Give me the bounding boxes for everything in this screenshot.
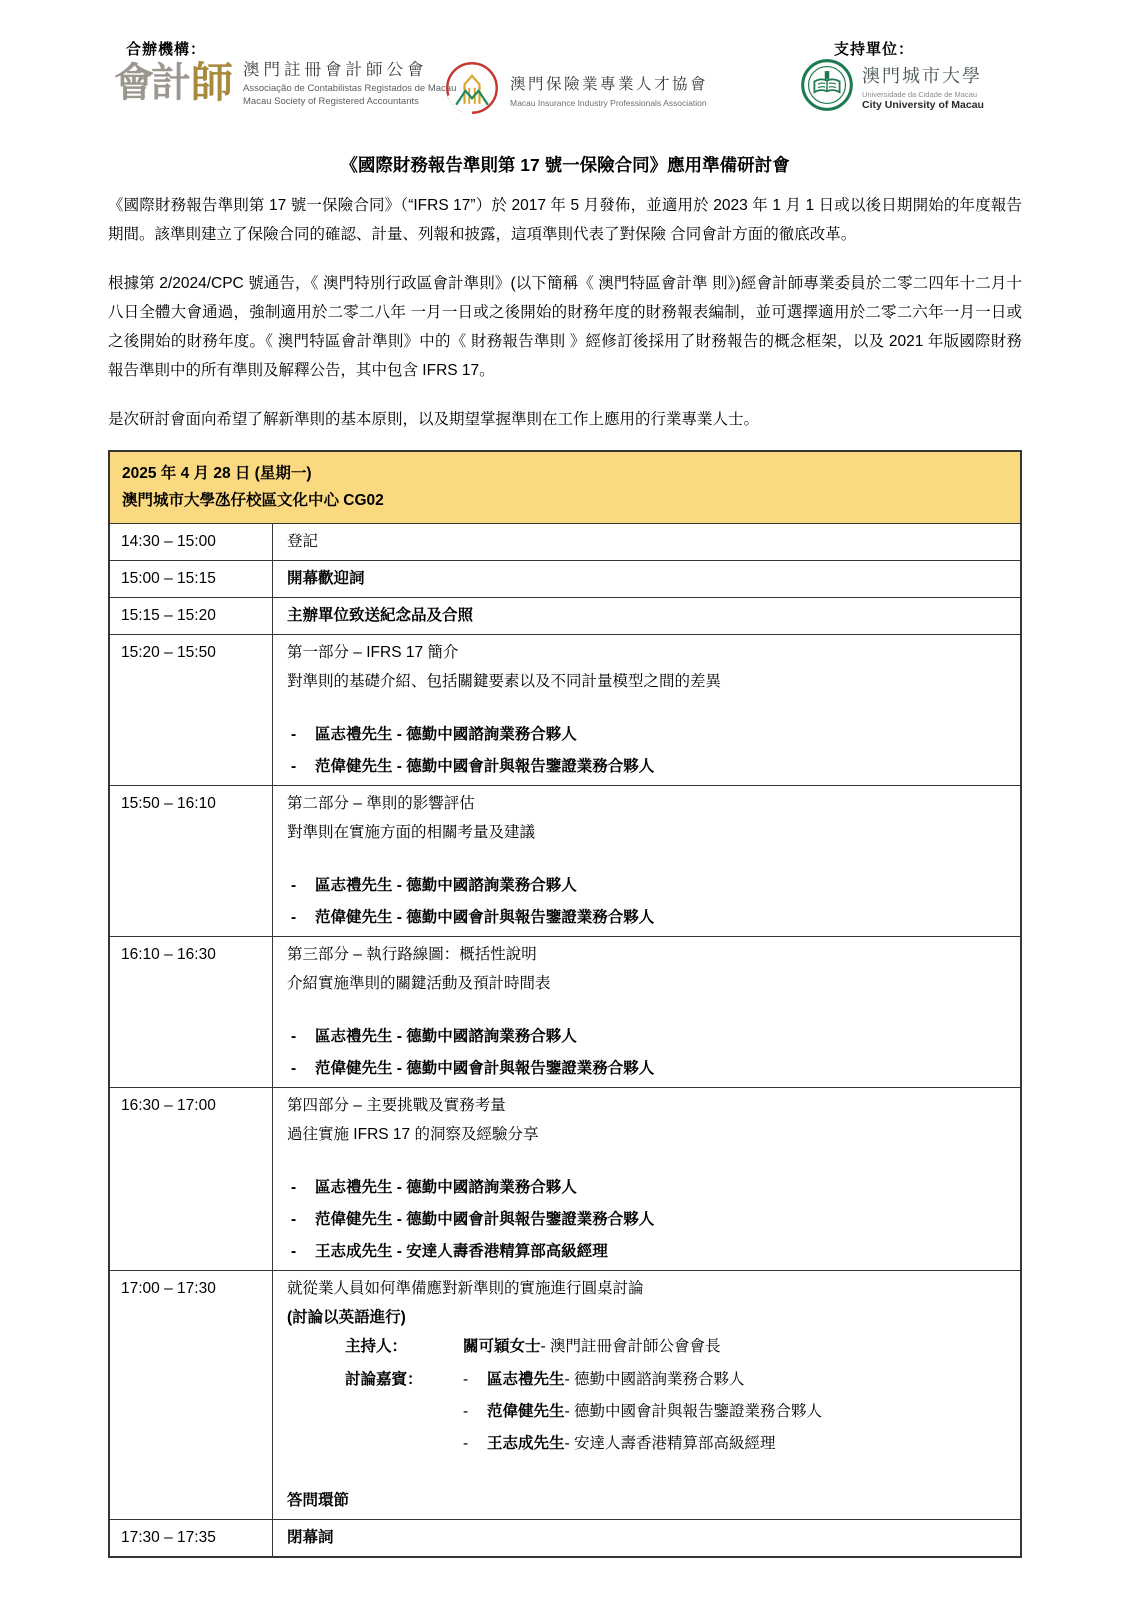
panel-role-label: 主持人： (345, 1338, 408, 1355)
speaker-bullet (287, 906, 1006, 929)
schedule-date: 2025 年 4 月 28 日 (星期一) (122, 465, 312, 482)
bullet-dash: - (463, 1403, 469, 1420)
document-header (108, 0, 1022, 134)
session-text: 第一部分 – IFRS 17 簡介 (287, 644, 459, 661)
speaker-bullet (287, 755, 1006, 778)
speaker-text: 區志禮先生 - 德勤中國諮詢業務合夥人 (315, 726, 577, 743)
session-cell (272, 1520, 1020, 1556)
bullet-dash: - (291, 909, 297, 926)
session-title: 答問環節 (287, 1492, 350, 1509)
session-text: 就從業人員如何準備應對新準則的實施進行圓桌討論 (287, 1280, 644, 1297)
intro-paragraph-1: 《國際財務報告準則第 17 號一保險合同》（“IFRS 17”）於 2017 年 5 月發佈，並適用於 2023 年 1 月 1 日或以後日期開始的年度報告期間。該準則建立了保險合同的確認、計量、列報和披露，這項準則代表了對保險 合同會計方面的徹底改革。 (108, 197, 1022, 243)
session-title: (討論以英語進行) (287, 1309, 406, 1326)
bullet-dash: - (291, 1028, 297, 1045)
session-title: 閉幕詞 (287, 1529, 334, 1546)
speaker-text: 區志禮先生 - 德勤中國諮詢業務合夥人 (315, 1028, 577, 1045)
session-cell (272, 937, 1020, 1087)
panel-person (463, 1335, 1006, 1358)
bullet-dash: - (291, 877, 297, 894)
spacer (287, 1152, 1006, 1176)
spacer (287, 850, 1006, 874)
time-cell: 17:00 – 17:30 (121, 1280, 216, 1297)
session-text: 第三部分 – 執行路線圖：概括性說明 (287, 946, 537, 963)
speaker-bullet (287, 874, 1006, 897)
session-text: 對準則在實施方面的相關考量及建議 (287, 824, 536, 841)
msra-name-zh: 澳門註冊會計師公會 (243, 61, 428, 79)
time-cell: 15:50 – 16:10 (121, 795, 216, 812)
session-text: 過往實施 IFRS 17 的洞察及經驗分享 (287, 1126, 539, 1143)
session-cell (272, 1088, 1020, 1270)
cityu-name-pt: Universidade da Cidade de Macau (862, 89, 978, 99)
msra-mark-gray: 會計 (114, 61, 188, 106)
table-row (110, 523, 1020, 560)
time-cell: 16:30 – 17:00 (121, 1097, 216, 1114)
speaker-bullet (287, 1176, 1006, 1199)
msra-logo-icon (114, 59, 234, 107)
table-row (110, 560, 1020, 597)
speaker-text: 范偉健先生 - 德勤中國會計與報告鑒證業務合夥人 (315, 1211, 655, 1228)
panel-person (463, 1400, 1006, 1423)
miipa-logo-icon (444, 60, 500, 121)
schedule-venue: 澳門城市大學氹仔校區文化中心 CG02 (122, 492, 384, 509)
spacer (287, 1001, 1006, 1025)
speaker-bullet (287, 1025, 1006, 1048)
person-desc: - 安達人壽香港精算部高級經理 (564, 1435, 776, 1452)
msra-logo (114, 58, 456, 108)
session-title: 主辦單位致送紀念品及合照 (287, 607, 474, 624)
speaker-bullet (287, 1057, 1006, 1080)
page-title: 《國際財務報告準則第 17 號一保險合同》應用準備研討會 (340, 155, 790, 175)
bullet-dash: - (463, 1435, 469, 1452)
spacer (287, 1465, 1006, 1489)
table-row (110, 936, 1020, 1087)
session-cell (272, 524, 1020, 560)
panel-person (463, 1432, 1006, 1455)
panel-person (463, 1368, 1006, 1391)
cityu-name-en: City University of Macau (862, 98, 984, 111)
cityu-logo-icon (800, 58, 854, 117)
person-name: 關可穎女士 (463, 1338, 541, 1355)
speaker-text: 王志成先生 - 安達人壽香港精算部高級經理 (315, 1243, 608, 1260)
time-cell: 15:15 – 15:20 (121, 607, 216, 624)
session-text: 第四部分 – 主要挑戰及實務考量 (287, 1097, 506, 1114)
session-cell (272, 1271, 1020, 1519)
session-cell (272, 786, 1020, 936)
session-cell (272, 635, 1020, 785)
cityu-logo (800, 58, 984, 117)
table-row (110, 634, 1020, 785)
person-desc: - 澳門註冊會計師公會會長 (540, 1338, 721, 1355)
speaker-bullet (287, 1208, 1006, 1231)
person-desc: - 德勤中國諮詢業務合夥人 (564, 1371, 745, 1388)
time-cell: 17:30 – 17:35 (121, 1529, 216, 1546)
session-title: 開幕歡迎詞 (287, 570, 365, 587)
session-text: 對準則的基礎介紹、包括關鍵要素以及不同計量模型之間的差異 (287, 673, 722, 690)
cityu-logo-text (862, 64, 984, 110)
bullet-dash: - (291, 1179, 297, 1196)
person-name: 范偉健先生 (487, 1403, 565, 1420)
session-text: 第二部分 – 準則的影響評估 (287, 795, 475, 812)
time-cell: 14:30 – 15:00 (121, 533, 216, 550)
time-cell: 15:00 – 15:15 (121, 570, 216, 587)
person-name: 區志禮先生 (487, 1371, 565, 1388)
miipa-name-en: Macau Insurance Industry Professionals Association (510, 97, 707, 108)
intro-paragraph-2: 根據第 2/2024/CPC 號通告，《 澳門特別行政區會計準則》(以下簡稱《 澳門特區會計準 則》)經會計師專業委員於二零二四年十二月十八日全體大會通過，強制適用於二零二八年 一月一日或之後開始的財務年度的財務報表編制，並可選擇適用於二零二六年一月一日或 之後開始的財務年度。《 澳門特區會計準則》中的《 財務報告準則 》經修訂後採用了財務報告的概念框架，以及 2021 年版國際財務報告準則中的所有準則及解釋公告，其中包含 IFRS 17。 (108, 275, 1022, 379)
msra-mark-gold: 師 (191, 59, 234, 107)
intro-paragraph-3: 是次研討會面向希望了解新準則的基本原則，以及期望掌握準則在工作上應用的行業專業人士。 (108, 411, 760, 428)
speaker-text: 范偉健先生 - 德勤中國會計與報告鑒證業務合夥人 (315, 758, 655, 775)
table-row (110, 785, 1020, 936)
panel-role-label: 討論嘉賓： (345, 1371, 423, 1388)
table-row (110, 597, 1020, 634)
bullet-dash: - (291, 1060, 297, 1077)
speaker-text: 范偉健先生 - 德勤中國會計與報告鑒證業務合夥人 (315, 909, 655, 926)
miipa-logo (444, 60, 708, 121)
bullet-dash: - (463, 1371, 469, 1388)
session-cell (272, 561, 1020, 597)
bullet-dash: - (291, 726, 297, 743)
table-row (110, 1087, 1020, 1270)
speaker-bullet (287, 723, 1006, 746)
speaker-text: 范偉健先生 - 德勤中國會計與報告鑒證業務合夥人 (315, 1060, 655, 1077)
person-desc: - 德勤中國會計與報告鑒證業務合夥人 (564, 1403, 822, 1420)
table-row (110, 1519, 1020, 1556)
person-name: 王志成先生 (487, 1435, 565, 1452)
schedule-rows (110, 523, 1020, 1556)
spacer (287, 699, 1006, 723)
schedule-table (108, 450, 1022, 1558)
session-text: 介紹實施準則的關鍵活動及預計時間表 (287, 975, 551, 992)
panel-role-row (287, 1335, 1006, 1358)
panel-role-row (287, 1368, 1006, 1455)
msra-name-pt: Associação de Contabilistas Registados de Macau (243, 82, 457, 94)
bullet-dash: - (291, 1243, 297, 1260)
table-row (110, 1270, 1020, 1519)
cityu-name-zh: 澳門城市大學 (862, 66, 982, 87)
miipa-logo-text (510, 73, 708, 108)
panel-role-items (463, 1368, 1006, 1455)
session-text: 登記 (287, 533, 319, 550)
time-cell: 16:10 – 16:30 (121, 946, 216, 963)
bullet-dash: - (291, 758, 297, 775)
speaker-text: 區志禮先生 - 德勤中國諮詢業務合夥人 (315, 877, 577, 894)
session-cell (272, 598, 1020, 634)
time-cell: 15:20 – 15:50 (121, 644, 216, 661)
msra-name-en: Macau Society of Registered Accountants (243, 95, 419, 107)
coorganizer-label: 合辦機構： (126, 41, 207, 58)
msra-logo-text (243, 58, 456, 108)
schedule-header (110, 452, 1020, 523)
speaker-bullet (287, 1240, 1006, 1263)
speaker-text: 區志禮先生 - 德勤中國諮詢業務合夥人 (315, 1179, 577, 1196)
supporter-label: 支持單位： (834, 41, 915, 58)
bullet-dash: - (291, 1211, 297, 1228)
panel-role-items (463, 1335, 1006, 1358)
miipa-name-zh: 澳門保險業專業人才協會 (510, 76, 709, 94)
